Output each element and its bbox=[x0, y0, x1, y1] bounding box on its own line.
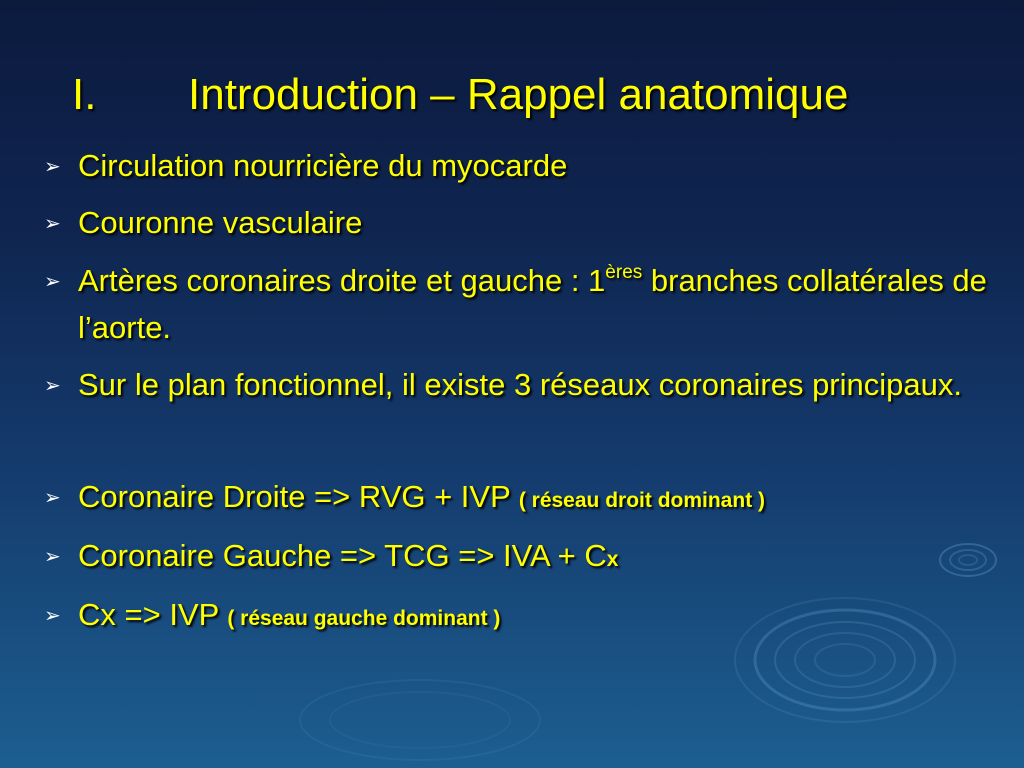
bullet-text-part: Artères coronaires droite et gauche : 1 bbox=[78, 263, 606, 298]
bullet-item bbox=[44, 260, 1019, 349]
chevron-right-icon: ➢ bbox=[44, 603, 61, 627]
bullet-item bbox=[44, 535, 1019, 581]
bullet-text: Couronne vasculaire bbox=[78, 205, 363, 240]
title-number: I. bbox=[72, 70, 97, 119]
chevron-right-icon: ➢ bbox=[44, 485, 61, 509]
bullet-note: ( réseau droit dominant ) bbox=[518, 489, 766, 512]
bullet-main: Coronaire Gauche => TCG => IVA + C bbox=[78, 538, 607, 573]
bullet-main: Cx => IVP bbox=[78, 597, 228, 632]
bullet-text bbox=[78, 594, 1019, 640]
chevron-right-icon: ➢ bbox=[44, 211, 61, 235]
bullet-item bbox=[44, 594, 1019, 640]
bullet-main: Coronaire Droite => RVG + IVP bbox=[78, 479, 519, 514]
bullet-item bbox=[44, 145, 1019, 187]
chevron-right-icon: ➢ bbox=[44, 269, 61, 293]
title-text: Introduction – Rappel anatomique bbox=[188, 70, 849, 119]
bullet-text bbox=[78, 535, 1019, 581]
bullet-text: Sur le plan fonctionnel, il existe 3 réseaux coronaires principaux. bbox=[78, 367, 962, 402]
bullet-note: ( réseau gauche dominant ) bbox=[227, 607, 501, 630]
bullet-item bbox=[44, 364, 1019, 406]
bullet-text bbox=[78, 476, 1019, 522]
bullet-text-part: branches collatérales de l’aorte. bbox=[78, 263, 987, 345]
bullet-item bbox=[44, 476, 1019, 522]
bullet-note: x bbox=[606, 548, 619, 571]
superscript: ères bbox=[605, 262, 643, 283]
bullet-item bbox=[44, 202, 1019, 244]
chevron-right-icon: ➢ bbox=[44, 154, 61, 178]
chevron-right-icon: ➢ bbox=[44, 373, 61, 397]
chevron-right-icon: ➢ bbox=[44, 544, 61, 568]
bullet-text bbox=[78, 260, 1019, 349]
bullet-text: Circulation nourricière du myocarde bbox=[78, 148, 568, 183]
